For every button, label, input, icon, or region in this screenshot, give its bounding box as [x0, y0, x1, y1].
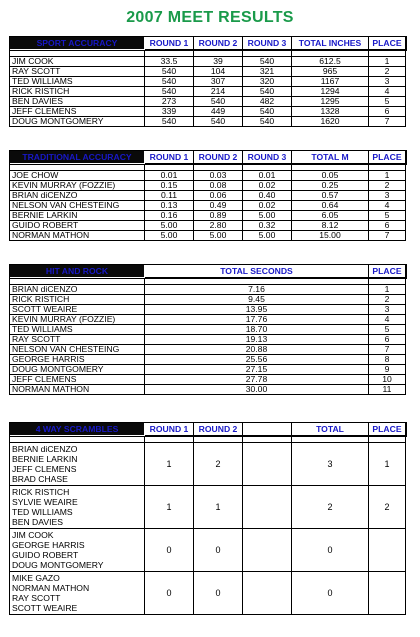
value-cell: 0.03 — [194, 171, 243, 181]
table-row — [10, 201, 406, 211]
team-member-name: BRIAN diCENZO — [12, 444, 78, 454]
team-member-name: BEN DAVIES — [12, 517, 63, 527]
column-header: ROUND 1 — [145, 151, 194, 164]
value-cell: 321 — [243, 67, 292, 77]
page-title: 2007 MEET RESULTS — [126, 9, 294, 26]
name-cell: JEFF CLEMENS — [10, 107, 145, 117]
table-row — [10, 355, 406, 365]
value-cell: 7.16 — [145, 285, 369, 295]
value-cell: 25.56 — [145, 355, 369, 365]
value-cell: 6.05 — [292, 211, 369, 221]
name-cell: JOE CHOW — [10, 171, 145, 181]
value-cell: 5.00 — [145, 231, 194, 241]
name-cell: NORMAN MATHON — [10, 231, 145, 241]
value-cell: 307 — [194, 77, 243, 87]
value-cell: 5.00 — [243, 211, 292, 221]
round2-cell: 0 — [194, 572, 243, 615]
name-cell: KEVIN MURRAY (FOZZIE) — [10, 315, 145, 325]
column-header: 4 WAY SCRAMBLES — [10, 423, 145, 436]
value-cell: 0.13 — [145, 201, 194, 211]
table-row — [10, 325, 406, 335]
value-cell: 4 — [369, 87, 406, 97]
table-row — [10, 231, 406, 241]
team-member-name: SCOTT WEAIRE — [12, 603, 78, 613]
team-member-name: SYLVIE WEAIRE — [12, 497, 78, 507]
value-cell: 5 — [369, 211, 406, 221]
team-member-name: RICK RISTICH — [12, 487, 70, 497]
team-member-name: DOUG MONTGOMERY — [12, 560, 104, 570]
table-row — [10, 117, 406, 127]
spacer-cell — [369, 278, 406, 285]
spacer-cell — [10, 436, 145, 443]
team-member-name: GEORGE HARRIS — [12, 540, 85, 550]
round2-cell: 2 — [194, 443, 243, 486]
team-member-name: RAY SCOTT — [12, 593, 61, 603]
value-cell: 5 — [369, 325, 406, 335]
team-members-cell — [10, 443, 145, 486]
column-header: TOTAL SECONDS — [145, 265, 369, 278]
spacer-cell — [194, 164, 243, 171]
spacer-cell — [243, 164, 292, 171]
team-member-name: BRAD CHASE — [12, 474, 68, 484]
column-header: ROUND 2 — [194, 37, 243, 50]
value-cell: 0.02 — [243, 181, 292, 191]
value-cell: 540 — [243, 87, 292, 97]
place-cell — [369, 529, 406, 572]
column-header: ROUND 2 — [194, 151, 243, 164]
value-cell: 0.25 — [292, 181, 369, 191]
header-row — [10, 265, 406, 278]
value-cell: 965 — [292, 67, 369, 77]
round1-cell: 1 — [145, 443, 194, 486]
spacer-cell — [243, 50, 292, 57]
column-header: PLACE — [369, 423, 406, 436]
value-cell: 0.57 — [292, 191, 369, 201]
value-cell: 5 — [369, 97, 406, 107]
blank-cell — [243, 443, 292, 486]
team-member-name: NORMAN MATHON — [12, 583, 90, 593]
value-cell: 4 — [369, 315, 406, 325]
table-row — [10, 345, 406, 355]
column-header: PLACE — [369, 37, 406, 50]
value-cell: 612.5 — [292, 57, 369, 67]
value-cell: 0.16 — [145, 211, 194, 221]
value-cell: 11 — [369, 385, 406, 395]
value-cell: 320 — [243, 77, 292, 87]
total-cell: 0 — [292, 572, 369, 615]
value-cell: 0.11 — [145, 191, 194, 201]
name-cell: RICK RISTICH — [10, 87, 145, 97]
value-cell: 13.95 — [145, 305, 369, 315]
spacer-cell — [243, 436, 292, 443]
value-cell: 5.00 — [243, 231, 292, 241]
column-header: TOTAL — [292, 423, 369, 436]
value-cell: 540 — [194, 97, 243, 107]
spacer-cell — [292, 436, 369, 443]
blank-cell — [243, 572, 292, 615]
value-cell: 5.00 — [194, 231, 243, 241]
value-cell: 30.00 — [145, 385, 369, 395]
name-cell: TED WILLIAMS — [10, 77, 145, 87]
column-header: PLACE — [369, 151, 406, 164]
place-cell: 1 — [369, 443, 406, 486]
value-cell: 20.88 — [145, 345, 369, 355]
table-row — [10, 77, 406, 87]
spacer-row — [10, 436, 406, 443]
name-cell: RAY SCOTT — [10, 67, 145, 77]
value-cell: 540 — [145, 117, 194, 127]
name-cell: NELSON VAN CHESTEING — [10, 201, 145, 211]
value-cell: 1294 — [292, 87, 369, 97]
header-row — [10, 423, 406, 436]
value-cell: 8 — [369, 355, 406, 365]
name-cell: DOUG MONTGOMERY — [10, 365, 145, 375]
value-cell: 0.02 — [243, 201, 292, 211]
team-member-name: GUIDO ROBERT — [12, 550, 79, 560]
table-row — [10, 191, 406, 201]
table-row — [10, 97, 406, 107]
value-cell: 540 — [243, 117, 292, 127]
value-cell: 9.45 — [145, 295, 369, 305]
table-row — [10, 181, 406, 191]
total-cell: 0 — [292, 529, 369, 572]
team-member-name: BERNIE LARKIN — [12, 454, 78, 464]
value-cell: 1620 — [292, 117, 369, 127]
name-cell: JIM COOK — [10, 57, 145, 67]
place-cell: 2 — [369, 486, 406, 529]
table-row — [10, 385, 406, 395]
four-way-scrambles-table — [9, 422, 406, 615]
table-row — [10, 285, 406, 295]
value-cell: 6 — [369, 107, 406, 117]
value-cell: 540 — [145, 77, 194, 87]
value-cell: 7 — [369, 231, 406, 241]
value-cell: 540 — [243, 107, 292, 117]
value-cell: 0.32 — [243, 221, 292, 231]
hit-and-rock-table — [9, 264, 406, 395]
value-cell: 540 — [145, 67, 194, 77]
spacer-cell — [145, 164, 194, 171]
value-cell: 0.89 — [194, 211, 243, 221]
table-row — [10, 107, 406, 117]
spacer-row — [10, 278, 406, 285]
table-row — [10, 57, 406, 67]
value-cell: 6 — [369, 221, 406, 231]
value-cell: 273 — [145, 97, 194, 107]
spacer-row — [10, 50, 406, 57]
column-header: TOTAL M — [292, 151, 369, 164]
spacer-cell — [10, 164, 145, 171]
round1-cell: 1 — [145, 486, 194, 529]
table-row — [10, 171, 406, 181]
spacer-cell — [369, 436, 406, 443]
name-cell: JEFF CLEMENS — [10, 375, 145, 385]
name-cell: DOUG MONTGOMERY — [10, 117, 145, 127]
value-cell: 6 — [369, 335, 406, 345]
value-cell: 8.12 — [292, 221, 369, 231]
total-cell: 2 — [292, 486, 369, 529]
value-cell: 540 — [145, 87, 194, 97]
name-cell: BRIAN diCENZO — [10, 285, 145, 295]
spacer-cell — [145, 50, 194, 57]
value-cell: 0.64 — [292, 201, 369, 211]
round1-cell: 0 — [145, 529, 194, 572]
header-row — [10, 151, 406, 164]
value-cell: 19.13 — [145, 335, 369, 345]
name-cell: KEVIN MURRAY (FOZZIE) — [10, 181, 145, 191]
table-row — [10, 295, 406, 305]
round2-cell: 0 — [194, 529, 243, 572]
value-cell: 2 — [369, 295, 406, 305]
spacer-cell — [369, 164, 406, 171]
value-cell: 1295 — [292, 97, 369, 107]
name-cell: NORMAN MATHON — [10, 385, 145, 395]
value-cell: 1 — [369, 57, 406, 67]
value-cell: 4 — [369, 201, 406, 211]
column-header: ROUND 3 — [243, 37, 292, 50]
sport-accuracy-table — [9, 36, 406, 127]
value-cell: 17.76 — [145, 315, 369, 325]
name-cell: RAY SCOTT — [10, 335, 145, 345]
spacer-cell — [145, 436, 194, 443]
value-cell: 0.40 — [243, 191, 292, 201]
value-cell: 15.00 — [292, 231, 369, 241]
value-cell: 449 — [194, 107, 243, 117]
traditional-accuracy-table — [9, 150, 406, 241]
table-row — [10, 211, 406, 221]
column-header: ROUND 2 — [194, 423, 243, 436]
table-row — [10, 335, 406, 345]
value-cell: 0.01 — [145, 171, 194, 181]
name-cell: SCOTT WEAIRE — [10, 305, 145, 315]
table-row — [10, 375, 406, 385]
team-row — [10, 443, 406, 486]
value-cell: 2.80 — [194, 221, 243, 231]
value-cell: 3 — [369, 305, 406, 315]
value-cell: 2 — [369, 181, 406, 191]
value-cell: 3 — [369, 191, 406, 201]
name-cell: BERNIE LARKIN — [10, 211, 145, 221]
value-cell: 7 — [369, 345, 406, 355]
value-cell: 0.15 — [145, 181, 194, 191]
value-cell: 482 — [243, 97, 292, 107]
header-row — [10, 37, 406, 50]
column-header: HIT AND ROCK — [10, 265, 145, 278]
value-cell: 540 — [243, 57, 292, 67]
spacer-cell — [194, 50, 243, 57]
value-cell: 1167 — [292, 77, 369, 87]
table-row — [10, 87, 406, 97]
table-row — [10, 315, 406, 325]
value-cell: 7 — [369, 117, 406, 127]
name-cell: TED WILLIAMS — [10, 325, 145, 335]
table-row — [10, 221, 406, 231]
value-cell: 33.5 — [145, 57, 194, 67]
value-cell: 3 — [369, 77, 406, 87]
value-cell: 214 — [194, 87, 243, 97]
column-header: ROUND 1 — [145, 423, 194, 436]
name-cell: NELSON VAN CHESTEING — [10, 345, 145, 355]
value-cell: 2 — [369, 67, 406, 77]
value-cell: 339 — [145, 107, 194, 117]
value-cell: 39 — [194, 57, 243, 67]
name-cell: RICK RISTICH — [10, 295, 145, 305]
table-row — [10, 67, 406, 77]
value-cell: 27.78 — [145, 375, 369, 385]
value-cell: 1 — [369, 285, 406, 295]
value-cell: 0.01 — [243, 171, 292, 181]
column-header: ROUND 1 — [145, 37, 194, 50]
team-row — [10, 529, 406, 572]
round2-cell: 1 — [194, 486, 243, 529]
value-cell: 18.70 — [145, 325, 369, 335]
value-cell: 0.49 — [194, 201, 243, 211]
value-cell: 9 — [369, 365, 406, 375]
blank-cell — [243, 486, 292, 529]
column-header: SPORT ACCURACY — [10, 37, 145, 50]
value-cell: 10 — [369, 375, 406, 385]
spacer-cell — [292, 50, 369, 57]
name-cell: GUIDO ROBERT — [10, 221, 145, 231]
spacer-cell — [194, 436, 243, 443]
team-row — [10, 572, 406, 615]
spacer-row — [10, 164, 406, 171]
value-cell: 5.00 — [145, 221, 194, 231]
team-members-cell — [10, 529, 145, 572]
value-cell: 27.15 — [145, 365, 369, 375]
value-cell: 0.06 — [194, 191, 243, 201]
team-members-cell — [10, 572, 145, 615]
value-cell: 1 — [369, 171, 406, 181]
blank-cell — [243, 529, 292, 572]
table-row — [10, 365, 406, 375]
team-row — [10, 486, 406, 529]
spacer-cell — [10, 50, 145, 57]
column-header — [243, 423, 292, 436]
team-members-cell — [10, 486, 145, 529]
spacer-cell — [10, 278, 145, 285]
value-cell: 104 — [194, 67, 243, 77]
team-member-name: JEFF CLEMENS — [12, 464, 77, 474]
table-row — [10, 305, 406, 315]
name-cell: BRIAN diCENZO — [10, 191, 145, 201]
round1-cell: 0 — [145, 572, 194, 615]
team-member-name: MIKE GAZO — [12, 573, 60, 583]
value-cell: 540 — [194, 117, 243, 127]
column-header: TOTAL INCHES — [292, 37, 369, 50]
column-header: ROUND 3 — [243, 151, 292, 164]
value-cell: 0.08 — [194, 181, 243, 191]
team-member-name: TED WILLIAMS — [12, 507, 73, 517]
value-cell: 0.05 — [292, 171, 369, 181]
spacer-cell — [292, 164, 369, 171]
value-cell: 1328 — [292, 107, 369, 117]
team-member-name: JIM COOK — [12, 530, 54, 540]
place-cell — [369, 572, 406, 615]
name-cell: GEORGE HARRIS — [10, 355, 145, 365]
name-cell: BEN DAVIES — [10, 97, 145, 107]
column-header: PLACE — [369, 265, 406, 278]
spacer-cell — [145, 278, 369, 285]
total-cell: 3 — [292, 443, 369, 486]
spacer-cell — [369, 50, 406, 57]
column-header: TRADITIONAL ACCURACY — [10, 151, 145, 164]
